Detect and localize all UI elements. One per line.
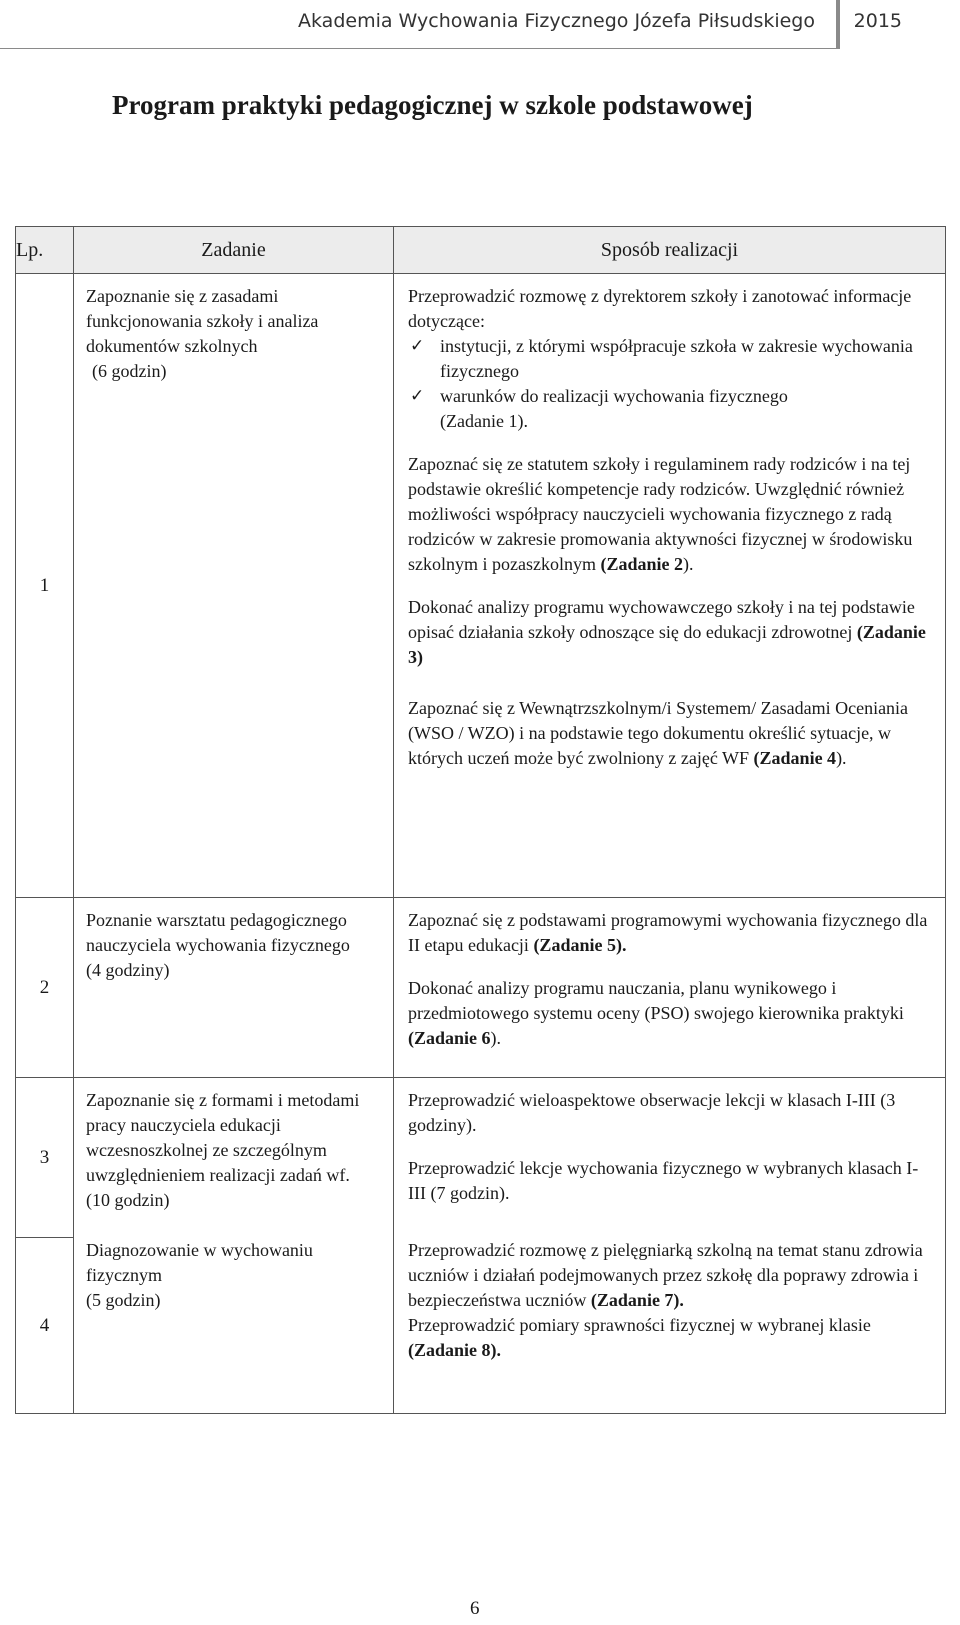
- task-tag-close: ).: [490, 1028, 502, 1048]
- header-lp: Lp.: [16, 227, 74, 274]
- way-paragraph: [408, 1238, 935, 1313]
- way-text: Dokonać analizy programu nauczania, planu wynikowego i przedmiotowego systemu oceny (PSO) swojego kierownika praktyki: [408, 978, 904, 1023]
- way-paragraph: [408, 452, 935, 577]
- task-hours: (6 godzin): [92, 361, 167, 381]
- task-hours: (5 godzin): [86, 1289, 161, 1310]
- table-row: [16, 1238, 946, 1414]
- task-tag: (Zadanie 4: [753, 748, 837, 768]
- way-paragraph: [408, 976, 935, 1051]
- check-icon: ✓: [410, 386, 425, 406]
- way-paragraph: [408, 1088, 935, 1138]
- task-cell: [74, 898, 394, 1078]
- task-text: Poznanie warsztatu pedagogicznego nauczyciela wychowania fizycznego: [86, 910, 350, 955]
- row-number: 2: [16, 898, 74, 1078]
- task-tag: (Zadanie 8).: [408, 1339, 502, 1360]
- task-text: Zapoznanie się z zasadami funkcjonowania szkoły i analiza dokumentów szkolnych: [86, 286, 319, 356]
- task-tag: (Zadanie 6: [408, 1028, 491, 1048]
- way-paragraph: [408, 696, 935, 771]
- task-cell: [74, 1238, 394, 1414]
- row-number: 4: [16, 1238, 74, 1414]
- table-row: [16, 1078, 946, 1238]
- header-institution: Akademia Wychowania Fizycznego Józefa Piłsudskiego: [298, 10, 815, 32]
- task-tag-close: ).: [836, 748, 847, 768]
- way-text: Przeprowadzić wieloaspektowe obserwacje lekcji w klasach I-III (3 godziny).: [408, 1090, 896, 1135]
- header-task: Zadanie: [74, 227, 394, 274]
- way-text: Przeprowadzić lekcje wychowania fizycznego w wybranych klasach I-III (7 godzin).: [408, 1158, 919, 1203]
- task-tag: (Zadanie 3): [408, 622, 926, 667]
- way-intro: Przeprowadzić rozmowę z dyrektorem szkoły i zanotować informacje dotyczące:: [408, 286, 912, 331]
- check-item-text: instytucji, z którymi współpracuje szkoła w zakresie wychowania fizycznego: [440, 336, 913, 381]
- way-text: Zapoznać się z podstawami programowymi wychowania fizycznego dla II etapu edukacji: [408, 910, 928, 955]
- way-paragraph: [408, 284, 935, 434]
- way-text: Zapoznać się z Wewnątrzszkolnym/i Systemem/ Zasadami Oceniania (WSO / WZO) i na podstawie tego dokumentu określić sytuacje, w których uczeń może być zwolniony z zajęć WF: [408, 698, 909, 768]
- task-cell: [74, 1078, 394, 1238]
- way-text: Przeprowadzić rozmowę z pielęgniarką szkolną na temat stanu zdrowia uczniów i działań podejmowanych przez szkołę dla poprawy zdrowia i bezpieczeństwa uczniów: [408, 1239, 923, 1310]
- task-tag-close: .: [523, 411, 528, 431]
- task-cell: [74, 274, 394, 898]
- page-title: Program praktyki pedagogicznej w szkole podstawowej: [112, 90, 753, 120]
- page-number: 6: [470, 1598, 480, 1619]
- way-paragraph: [408, 1156, 935, 1206]
- task-text: Zapoznanie się z formami i metodami pracy nauczyciela edukacji wczesnoszkolnej ze szczególnym uwzględnieniem realizacji zadań wf.: [86, 1090, 360, 1185]
- check-item: [408, 384, 935, 434]
- task-tag: (Zadanie 7).: [590, 1289, 684, 1310]
- task-tag: (Zadanie 1): [440, 411, 524, 431]
- check-icon: ✓: [410, 336, 425, 356]
- way-cell: [394, 1078, 946, 1238]
- way-text: Zapoznać się ze statutem szkoły i regulaminem rady rodziców i na tej podstawie określić kompetencje rady rodziców. Uwzględnić również możliwości współpracy nauczycieli wychowania fizycznego z radą rodziców w zakresie promowania aktywności fizycznej w środowisku szkolnym i pozaszkolnym: [408, 454, 913, 574]
- task-hours: (10 godzin): [86, 1190, 170, 1210]
- way-cell: [394, 274, 946, 898]
- task-tag: (Zadanie 5).: [533, 935, 627, 955]
- task-tag: (Zadanie 2: [600, 554, 683, 574]
- way-paragraph: [408, 595, 935, 670]
- header-rule: [0, 48, 840, 49]
- table-row: [16, 898, 946, 1078]
- task-text: Diagnozowanie w wychowaniu fizycznym: [86, 1239, 313, 1285]
- row-number: 3: [16, 1078, 74, 1238]
- task-hours: (4 godziny): [86, 960, 170, 980]
- check-item: [408, 334, 935, 384]
- program-table: [15, 226, 946, 1414]
- way-text: Przeprowadzić pomiary sprawności fizycznej w wybranej klasie: [408, 1314, 871, 1335]
- way-paragraph: [408, 1313, 935, 1363]
- way-text: Dokonać analizy programu wychowawczego szkoły i na tej podstawie opisać działania szkoły odnoszące się do edukacji zdrowotnej: [408, 597, 915, 642]
- way-cell: [394, 1238, 946, 1414]
- way-paragraph: [408, 908, 935, 958]
- header-divider: [836, 0, 840, 48]
- table-header-row: [16, 227, 946, 274]
- header-way: Sposób realizacji: [394, 227, 946, 274]
- page-header: [0, 0, 960, 50]
- task-tag-close: ).: [683, 554, 694, 574]
- check-item-text: warunków do realizacji wychowania fizycznego: [440, 386, 788, 406]
- way-cell: [394, 898, 946, 1078]
- table-row: [16, 274, 946, 898]
- header-year: 2015: [853, 10, 902, 32]
- row-number: 1: [16, 274, 74, 898]
- check-list: [408, 334, 935, 434]
